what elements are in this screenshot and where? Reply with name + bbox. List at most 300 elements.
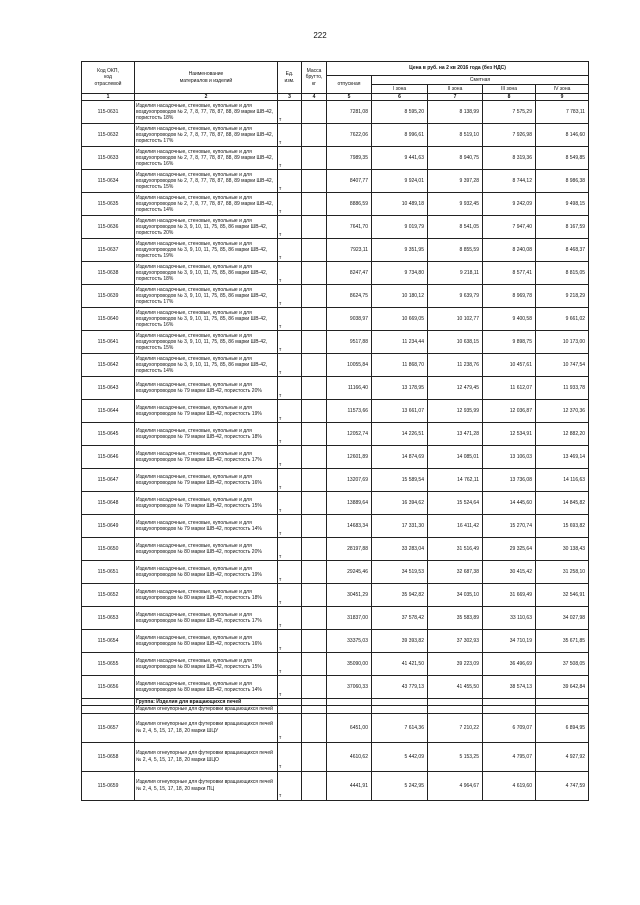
row-zone3-price: 29 325,64 bbox=[483, 538, 536, 561]
row-name: Изделия насадочные, стеновые, купольные и для воздухопроводов № 3, 9, 10, 11, 75, 85, 86 марки ШВ-42, пористость 18% bbox=[135, 262, 278, 285]
table-row bbox=[82, 239, 589, 262]
row-code: 115-0640 bbox=[82, 308, 135, 331]
row-mass bbox=[302, 515, 327, 538]
row-code: 115-0649 bbox=[82, 515, 135, 538]
row-release-price: 11573,66 bbox=[327, 400, 372, 423]
row-unit: т bbox=[278, 538, 302, 561]
row-unit: т bbox=[278, 653, 302, 676]
row-code: 115-0637 bbox=[82, 239, 135, 262]
row-zone4-price: 9 661,02 bbox=[536, 308, 589, 331]
row-code: 115-0639 bbox=[82, 285, 135, 308]
row-zone4-price: 8 986,38 bbox=[536, 170, 589, 193]
empty-cell bbox=[327, 699, 372, 706]
row-zone3-price: 34 710,19 bbox=[483, 630, 536, 653]
row-name: Изделия насадочные, стеновые, купольные и для воздухопроводов № 3, 9, 10, 11, 75, 85, 86 марки ШВ-42, пористость 14% bbox=[135, 354, 278, 377]
row-unit: т bbox=[278, 515, 302, 538]
row-release-price: 4610,62 bbox=[327, 742, 372, 771]
row-name: Изделия огнеупорные для футеровки вращающихся печей № 2, 4, 5, 15, 17, 18, 20 марки ПЦ bbox=[135, 771, 278, 800]
row-zone1-price: 13 661,07 bbox=[372, 400, 428, 423]
row-zone1-price: 14 226,51 bbox=[372, 423, 428, 446]
table-row bbox=[82, 124, 589, 147]
row-zone3-price: 30 415,42 bbox=[483, 561, 536, 584]
table-body bbox=[82, 101, 589, 800]
row-mass bbox=[302, 193, 327, 216]
row-zone3-price: 14 445,60 bbox=[483, 492, 536, 515]
table-row bbox=[82, 676, 589, 699]
empty-cell bbox=[372, 699, 428, 706]
row-zone3-price: 8 744,12 bbox=[483, 170, 536, 193]
row-release-price: 6451,00 bbox=[327, 713, 372, 742]
row-zone3-price: 36 496,69 bbox=[483, 653, 536, 676]
row-zone3-price: 9 898,75 bbox=[483, 331, 536, 354]
row-name: Изделия насадочные, стеновые, купольные и для воздухопроводов № 2, 7, 8, 77, 78, 87, 88, 89 марки ШВ-42, пористость 16% bbox=[135, 147, 278, 170]
row-zone1-price: 10 669,05 bbox=[372, 308, 428, 331]
row-mass bbox=[302, 713, 327, 742]
row-zone4-price: 13 469,14 bbox=[536, 446, 589, 469]
row-code: 115-0635 bbox=[82, 193, 135, 216]
row-zone2-price: 9 639,79 bbox=[428, 285, 483, 308]
row-unit: т bbox=[278, 101, 302, 124]
empty-cell bbox=[536, 699, 589, 706]
table-row bbox=[82, 584, 589, 607]
table-row bbox=[82, 713, 589, 742]
row-release-price: 13207,69 bbox=[327, 469, 372, 492]
row-name: Изделия насадочные, стеновые, купольные и для воздухопроводов № 79 марки ШВ-42, пористость 14% bbox=[135, 515, 278, 538]
row-code: 115-0651 bbox=[82, 561, 135, 584]
empty-cell bbox=[372, 706, 428, 713]
row-zone4-price: 8 549,85 bbox=[536, 147, 589, 170]
row-release-price: 11166,40 bbox=[327, 377, 372, 400]
row-mass bbox=[302, 630, 327, 653]
row-unit: т bbox=[278, 630, 302, 653]
row-name: Изделия насадочные, стеновые, купольные и для воздухопроводов № 79 марки ШВ-42, пористость 15% bbox=[135, 492, 278, 515]
row-zone2-price: 9 218,11 bbox=[428, 262, 483, 285]
row-mass bbox=[302, 607, 327, 630]
row-zone2-price: 41 455,50 bbox=[428, 676, 483, 699]
empty-cell bbox=[302, 699, 327, 706]
table-row bbox=[82, 561, 589, 584]
row-zone4-price: 31 258,10 bbox=[536, 561, 589, 584]
row-zone3-price: 8 319,36 bbox=[483, 147, 536, 170]
row-zone4-price: 35 671,85 bbox=[536, 630, 589, 653]
row-zone2-price: 8 940,75 bbox=[428, 147, 483, 170]
row-release-price: 8886,59 bbox=[327, 193, 372, 216]
row-code: 115-0644 bbox=[82, 400, 135, 423]
row-unit: т bbox=[278, 713, 302, 742]
empty-cell bbox=[82, 699, 135, 706]
row-unit: т bbox=[278, 193, 302, 216]
row-zone2-price: 15 524,64 bbox=[428, 492, 483, 515]
row-zone1-price: 9 734,80 bbox=[372, 262, 428, 285]
row-zone2-price: 12 935,99 bbox=[428, 400, 483, 423]
row-unit: т bbox=[278, 285, 302, 308]
column-index: 5 bbox=[327, 94, 372, 101]
row-zone1-price: 13 178,95 bbox=[372, 377, 428, 400]
row-name: Изделия насадочные, стеновые, купольные и для воздухопроводов № 3, 9, 10, 11, 75, 85, 86 марки ШВ-42, пористость 16% bbox=[135, 308, 278, 331]
row-zone4-price: 7 783,11 bbox=[536, 101, 589, 124]
row-code: 115-0656 bbox=[82, 676, 135, 699]
row-release-price: 7923,11 bbox=[327, 239, 372, 262]
row-name: Изделия насадочные, стеновые, купольные и для воздухопроводов № 80 марки ШВ-42, пористость 15% bbox=[135, 653, 278, 676]
row-name: Изделия насадочные, стеновые, купольные и для воздухопроводов № 79 марки ШВ-42, пористость 16% bbox=[135, 469, 278, 492]
table-row bbox=[82, 262, 589, 285]
row-zone4-price: 34 027,98 bbox=[536, 607, 589, 630]
row-zone2-price: 9 397,28 bbox=[428, 170, 483, 193]
row-release-price: 31837,00 bbox=[327, 607, 372, 630]
row-zone1-price: 9 351,95 bbox=[372, 239, 428, 262]
row-code: 115-0642 bbox=[82, 354, 135, 377]
row-mass bbox=[302, 101, 327, 124]
row-zone2-price: 8 855,59 bbox=[428, 239, 483, 262]
column-index: 3 bbox=[278, 94, 302, 101]
row-zone2-price: 8 138,99 bbox=[428, 101, 483, 124]
empty-cell bbox=[428, 699, 483, 706]
row-zone3-price: 33 110,63 bbox=[483, 607, 536, 630]
row-code: 115-0633 bbox=[82, 147, 135, 170]
header-estimate: Сметная bbox=[372, 76, 589, 85]
page-number: 222 bbox=[313, 31, 327, 40]
table-row bbox=[82, 630, 589, 653]
row-unit: т bbox=[278, 262, 302, 285]
row-release-price: 12052,74 bbox=[327, 423, 372, 446]
row-zone2-price: 37 302,93 bbox=[428, 630, 483, 653]
row-zone3-price: 4 795,07 bbox=[483, 742, 536, 771]
row-unit: т bbox=[278, 446, 302, 469]
row-code: 115-0658 bbox=[82, 742, 135, 771]
row-zone4-price: 10 747,54 bbox=[536, 354, 589, 377]
column-index: 9 bbox=[536, 94, 589, 101]
row-mass bbox=[302, 147, 327, 170]
row-zone4-price: 12 370,36 bbox=[536, 400, 589, 423]
row-zone2-price: 32 687,38 bbox=[428, 561, 483, 584]
row-name: Изделия насадочные, стеновые, купольные и для воздухопроводов № 3, 9, 10, 11, 75, 85, 86 марки ШВ-42, пористость 19% bbox=[135, 239, 278, 262]
row-zone3-price: 4 619,60 bbox=[483, 771, 536, 800]
table-row bbox=[82, 607, 589, 630]
row-mass bbox=[302, 124, 327, 147]
row-zone4-price: 8 468,37 bbox=[536, 239, 589, 262]
table-row bbox=[82, 193, 589, 216]
row-zone2-price: 8 541,05 bbox=[428, 216, 483, 239]
row-unit: т bbox=[278, 239, 302, 262]
row-zone2-price: 11 238,76 bbox=[428, 354, 483, 377]
row-zone4-price: 32 546,91 bbox=[536, 584, 589, 607]
row-zone3-price: 38 574,13 bbox=[483, 676, 536, 699]
header-zone-2: II зона bbox=[428, 85, 483, 94]
row-release-price: 33375,03 bbox=[327, 630, 372, 653]
row-zone3-price: 13 106,03 bbox=[483, 446, 536, 469]
row-zone4-price: 8 815,05 bbox=[536, 262, 589, 285]
row-name: Изделия насадочные, стеновые, купольные и для воздухопроводов № 3, 9, 10, 11, 75, 85, 86 марки ШВ-42, пористость 20% bbox=[135, 216, 278, 239]
row-unit: т bbox=[278, 607, 302, 630]
row-release-price: 28197,88 bbox=[327, 538, 372, 561]
row-mass bbox=[302, 239, 327, 262]
row-zone1-price: 35 942,82 bbox=[372, 584, 428, 607]
empty-cell bbox=[536, 706, 589, 713]
table-row bbox=[82, 492, 589, 515]
row-zone4-price: 4 927,92 bbox=[536, 742, 589, 771]
row-mass bbox=[302, 446, 327, 469]
row-unit: т bbox=[278, 331, 302, 354]
row-unit: т bbox=[278, 584, 302, 607]
subgroup-title-row bbox=[82, 706, 589, 713]
row-zone2-price: 39 223,09 bbox=[428, 653, 483, 676]
table-row bbox=[82, 308, 589, 331]
empty-cell bbox=[278, 706, 302, 713]
column-index: 7 bbox=[428, 94, 483, 101]
row-zone2-price: 4 964,67 bbox=[428, 771, 483, 800]
row-mass bbox=[302, 469, 327, 492]
table-row bbox=[82, 538, 589, 561]
row-zone1-price: 10 180,12 bbox=[372, 285, 428, 308]
table-row bbox=[82, 216, 589, 239]
row-zone1-price: 16 394,62 bbox=[372, 492, 428, 515]
header-unit: Ед. изм. bbox=[278, 62, 302, 94]
row-zone3-price: 7 926,98 bbox=[483, 124, 536, 147]
row-release-price: 8247,47 bbox=[327, 262, 372, 285]
row-zone4-price: 14 845,82 bbox=[536, 492, 589, 515]
row-release-price: 13889,64 bbox=[327, 492, 372, 515]
row-zone2-price: 34 035,10 bbox=[428, 584, 483, 607]
empty-cell bbox=[483, 699, 536, 706]
row-name: Изделия насадочные, стеновые, купольные и для воздухопроводов № 80 марки ШВ-42, пористость 20% bbox=[135, 538, 278, 561]
row-zone1-price: 17 331,30 bbox=[372, 515, 428, 538]
table-row bbox=[82, 354, 589, 377]
row-zone2-price: 12 479,45 bbox=[428, 377, 483, 400]
row-name: Изделия насадочные, стеновые, купольные и для воздухопроводов № 80 марки ШВ-42, пористость 19% bbox=[135, 561, 278, 584]
row-code: 115-0652 bbox=[82, 584, 135, 607]
row-unit: т bbox=[278, 354, 302, 377]
header-zone-4: IV зона bbox=[536, 85, 589, 94]
row-zone1-price: 8 996,61 bbox=[372, 124, 428, 147]
empty-cell bbox=[483, 706, 536, 713]
row-zone2-price: 10 638,15 bbox=[428, 331, 483, 354]
row-mass bbox=[302, 308, 327, 331]
row-zone3-price: 8 240,08 bbox=[483, 239, 536, 262]
row-unit: т bbox=[278, 469, 302, 492]
row-zone1-price: 7 614,36 bbox=[372, 713, 428, 742]
row-zone4-price: 8 146,60 bbox=[536, 124, 589, 147]
empty-cell bbox=[428, 706, 483, 713]
row-release-price: 7641,70 bbox=[327, 216, 372, 239]
row-zone2-price: 9 932,45 bbox=[428, 193, 483, 216]
row-name: Изделия насадочные, стеновые, купольные и для воздухопроводов № 79 марки ШВ-42, пористость 19% bbox=[135, 400, 278, 423]
row-name: Изделия насадочные, стеновые, купольные и для воздухопроводов № 2, 7, 8, 77, 78, 87, 88, 89 марки ШВ-42, пористость 15% bbox=[135, 170, 278, 193]
row-name: Изделия насадочные, стеновые, купольные и для воздухопроводов № 3, 9, 10, 11, 75, 85, 86 марки ШВ-42, пористость 15% bbox=[135, 331, 278, 354]
row-zone4-price: 37 508,05 bbox=[536, 653, 589, 676]
row-zone1-price: 41 421,50 bbox=[372, 653, 428, 676]
row-code: 115-0650 bbox=[82, 538, 135, 561]
row-zone2-price: 31 516,49 bbox=[428, 538, 483, 561]
row-unit: т bbox=[278, 377, 302, 400]
row-code: 115-0657 bbox=[82, 713, 135, 742]
row-unit: т bbox=[278, 400, 302, 423]
row-code: 115-0659 bbox=[82, 771, 135, 800]
row-name: Изделия насадочные, стеновые, купольные и для воздухопроводов № 80 марки ШВ-42, пористость 17% bbox=[135, 607, 278, 630]
row-code: 115-0632 bbox=[82, 124, 135, 147]
row-zone3-price: 12 534,91 bbox=[483, 423, 536, 446]
row-code: 115-0648 bbox=[82, 492, 135, 515]
row-mass bbox=[302, 423, 327, 446]
row-name: Изделия насадочные, стеновые, купольные и для воздухопроводов № 2, 7, 8, 77, 78, 87, 88, 89 марки ШВ-42, пористость 18% bbox=[135, 101, 278, 124]
row-mass bbox=[302, 400, 327, 423]
row-zone1-price: 5 242,95 bbox=[372, 771, 428, 800]
table-row bbox=[82, 400, 589, 423]
row-mass bbox=[302, 584, 327, 607]
row-code: 115-0653 bbox=[82, 607, 135, 630]
row-zone4-price: 14 116,63 bbox=[536, 469, 589, 492]
row-name: Изделия насадочные, стеновые, купольные и для воздухопроводов № 3, 9, 10, 11, 75, 85, 86 марки ШВ-42, пористость 17% bbox=[135, 285, 278, 308]
row-release-price: 7989,35 bbox=[327, 147, 372, 170]
row-zone3-price: 7 575,29 bbox=[483, 101, 536, 124]
row-zone2-price: 8 519,10 bbox=[428, 124, 483, 147]
row-release-price: 35090,00 bbox=[327, 653, 372, 676]
header-name: Наименование материалов и изделий bbox=[135, 62, 278, 94]
row-zone2-price: 35 583,89 bbox=[428, 607, 483, 630]
row-code: 115-0645 bbox=[82, 423, 135, 446]
row-zone1-price: 14 874,69 bbox=[372, 446, 428, 469]
row-unit: т bbox=[278, 676, 302, 699]
row-name: Изделия насадочные, стеновые, купольные и для воздухопроводов № 80 марки ШВ-42, пористость 18% bbox=[135, 584, 278, 607]
row-release-price: 10055,84 bbox=[327, 354, 372, 377]
table-row bbox=[82, 653, 589, 676]
row-zone3-price: 13 736,08 bbox=[483, 469, 536, 492]
table-row bbox=[82, 377, 589, 400]
row-zone1-price: 9 019,79 bbox=[372, 216, 428, 239]
row-zone3-price: 11 612,07 bbox=[483, 377, 536, 400]
table-row bbox=[82, 423, 589, 446]
row-mass bbox=[302, 170, 327, 193]
row-release-price: 8407,77 bbox=[327, 170, 372, 193]
row-mass bbox=[302, 285, 327, 308]
row-zone4-price: 8 167,59 bbox=[536, 216, 589, 239]
row-code: 115-0638 bbox=[82, 262, 135, 285]
row-code: 115-0647 bbox=[82, 469, 135, 492]
table-row bbox=[82, 515, 589, 538]
row-mass bbox=[302, 377, 327, 400]
row-name: Изделия насадочные, стеновые, купольные и для воздухопроводов № 80 марки ШВ-42, пористость 14% bbox=[135, 676, 278, 699]
table-row bbox=[82, 446, 589, 469]
row-name: Изделия насадочные, стеновые, купольные и для воздухопроводов № 2, 7, 8, 77, 78, 87, 88, 89 марки ШВ-42, пористость 17% bbox=[135, 124, 278, 147]
header-mass: Масса брутто, кг bbox=[302, 62, 327, 94]
row-release-price: 14683,34 bbox=[327, 515, 372, 538]
row-mass bbox=[302, 492, 327, 515]
column-index: 8 bbox=[483, 94, 536, 101]
row-mass bbox=[302, 653, 327, 676]
row-zone3-price: 15 270,74 bbox=[483, 515, 536, 538]
row-name: Изделия насадочные, стеновые, купольные и для воздухопроводов № 80 марки ШВ-42, пористость 16% bbox=[135, 630, 278, 653]
row-zone4-price: 9 498,15 bbox=[536, 193, 589, 216]
row-zone1-price: 39 393,82 bbox=[372, 630, 428, 653]
row-mass bbox=[302, 331, 327, 354]
column-index: 1 bbox=[82, 94, 135, 101]
row-mass bbox=[302, 742, 327, 771]
row-zone2-price: 7 210,22 bbox=[428, 713, 483, 742]
row-zone3-price: 9 242,09 bbox=[483, 193, 536, 216]
row-zone1-price: 8 595,20 bbox=[372, 101, 428, 124]
row-name: Изделия насадочные, стеновые, купольные и для воздухопроводов № 79 марки ШВ-42, пористость 17% bbox=[135, 446, 278, 469]
row-release-price: 9038,97 bbox=[327, 308, 372, 331]
row-name: Изделия огнеупорные для футеровки вращающихся печей № 2, 4, 5, 15, 17, 18, 20 марки ШЦО bbox=[135, 742, 278, 771]
row-zone4-price: 39 642,84 bbox=[536, 676, 589, 699]
table-row bbox=[82, 742, 589, 771]
table-row bbox=[82, 469, 589, 492]
row-code: 115-0636 bbox=[82, 216, 135, 239]
row-mass bbox=[302, 561, 327, 584]
row-unit: т bbox=[278, 561, 302, 584]
group-title: Группа: Изделия для вращающихся печей bbox=[135, 699, 278, 706]
row-release-price: 7281,08 bbox=[327, 101, 372, 124]
row-unit: т bbox=[278, 216, 302, 239]
row-zone3-price: 10 457,61 bbox=[483, 354, 536, 377]
row-zone3-price: 9 400,58 bbox=[483, 308, 536, 331]
row-zone1-price: 37 578,42 bbox=[372, 607, 428, 630]
row-code: 115-0655 bbox=[82, 653, 135, 676]
row-zone1-price: 5 442,09 bbox=[372, 742, 428, 771]
row-code: 115-0646 bbox=[82, 446, 135, 469]
row-zone4-price: 11 933,78 bbox=[536, 377, 589, 400]
row-zone4-price: 12 882,20 bbox=[536, 423, 589, 446]
row-unit: т bbox=[278, 492, 302, 515]
table-row bbox=[82, 331, 589, 354]
row-zone1-price: 10 489,18 bbox=[372, 193, 428, 216]
row-zone1-price: 33 283,04 bbox=[372, 538, 428, 561]
row-zone3-price: 7 947,40 bbox=[483, 216, 536, 239]
row-unit: т bbox=[278, 124, 302, 147]
table-row bbox=[82, 170, 589, 193]
row-code: 115-0631 bbox=[82, 101, 135, 124]
row-zone1-price: 34 519,53 bbox=[372, 561, 428, 584]
row-zone3-price: 8 577,41 bbox=[483, 262, 536, 285]
row-zone4-price: 10 173,00 bbox=[536, 331, 589, 354]
row-unit: т bbox=[278, 170, 302, 193]
table-row bbox=[82, 771, 589, 800]
row-name: Изделия насадочные, стеновые, купольные и для воздухопроводов № 79 марки ШВ-42, пористость 18% bbox=[135, 423, 278, 446]
table-row bbox=[82, 101, 589, 124]
row-unit: т bbox=[278, 742, 302, 771]
column-index: 2 bbox=[135, 94, 278, 101]
row-zone2-price: 5 153,25 bbox=[428, 742, 483, 771]
row-name: Изделия огнеупорные для футеровки вращающихся печей № 2, 4, 5, 15, 17, 18, 20 марки ШЦУ bbox=[135, 713, 278, 742]
row-unit: т bbox=[278, 423, 302, 446]
group-title-row bbox=[82, 699, 589, 706]
row-zone2-price: 10 102,77 bbox=[428, 308, 483, 331]
row-name: Изделия насадочные, стеновые, купольные и для воздухопроводов № 79 марки ШВ-42, пористость 20% bbox=[135, 377, 278, 400]
row-unit: т bbox=[278, 147, 302, 170]
row-zone1-price: 11 234,44 bbox=[372, 331, 428, 354]
row-release-price: 9517,88 bbox=[327, 331, 372, 354]
price-table bbox=[81, 61, 589, 801]
row-code: 115-0634 bbox=[82, 170, 135, 193]
row-zone4-price: 4 747,59 bbox=[536, 771, 589, 800]
row-mass bbox=[302, 354, 327, 377]
header-release: отпускная bbox=[327, 76, 372, 94]
table-row bbox=[82, 285, 589, 308]
subgroup-title: Изделия огнеупорные для футеровки вращающихся печей bbox=[135, 706, 278, 713]
column-index: 4 bbox=[302, 94, 327, 101]
row-mass bbox=[302, 216, 327, 239]
row-zone2-price: 14 085,01 bbox=[428, 446, 483, 469]
row-release-price: 30451,29 bbox=[327, 584, 372, 607]
empty-cell bbox=[327, 706, 372, 713]
column-index: 6 bbox=[372, 94, 428, 101]
row-zone1-price: 11 868,70 bbox=[372, 354, 428, 377]
row-zone4-price: 15 693,82 bbox=[536, 515, 589, 538]
row-zone3-price: 31 669,49 bbox=[483, 584, 536, 607]
empty-cell bbox=[82, 706, 135, 713]
row-zone4-price: 6 894,95 bbox=[536, 713, 589, 742]
row-release-price: 7622,06 bbox=[327, 124, 372, 147]
row-zone3-price: 6 709,07 bbox=[483, 713, 536, 742]
